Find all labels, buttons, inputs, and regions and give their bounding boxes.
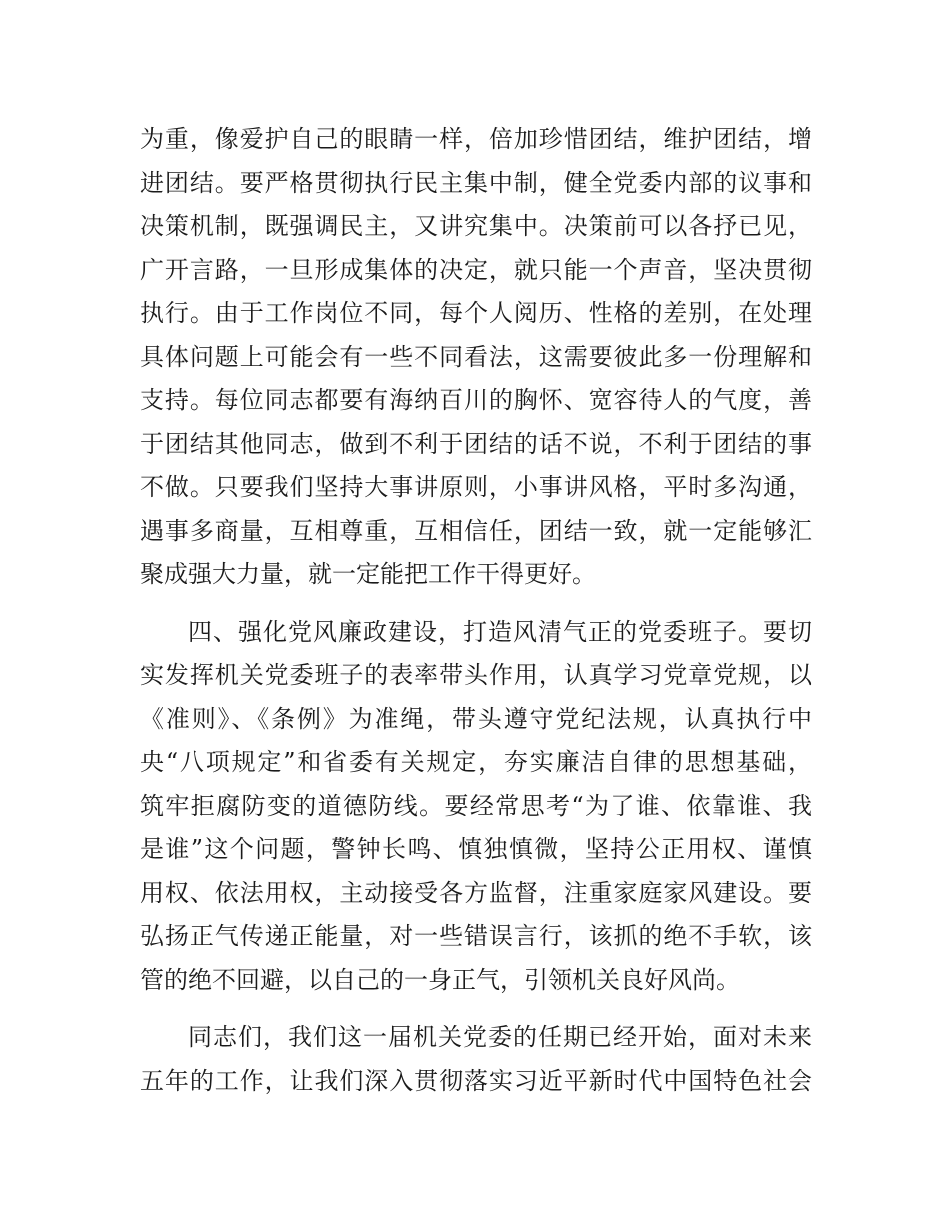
text-line: 遇事多商量，互相尊重，互相信任，团结一致，就一定能够汇	[140, 516, 812, 545]
text-line: 用权、依法用权，主动接受各方监督，注重家庭家风建设。要	[140, 878, 812, 907]
text-line: 同志们，我们这一届机关党委的任期已经开始，面对未来	[188, 1023, 812, 1051]
text-line: 聚成强大力量，就一定能把工作干得更好。	[140, 560, 596, 588]
text-line: 四、强化党风廉政建设，打造风清气正的党委班子。要切	[188, 617, 812, 646]
text-line: 广开言路，一旦形成集体的决定，就只能一个声音，坚决贯彻	[140, 255, 812, 284]
paragraph-closing	[140, 1016, 812, 1103]
text-line: 《准则》、《条例》为准绳，带头遵守党纪法规，认真执行中	[140, 704, 812, 733]
paragraph-gap	[140, 597, 812, 611]
text-line: 管的绝不回避，以自己的一身正气，引领机关良好风尚。	[140, 965, 740, 994]
text-line: 弘扬正气传递正能量，对一些错误言行，该抓的绝不手软，该	[140, 922, 812, 950]
paragraph-integrity	[140, 611, 812, 1003]
text-line: 不做。只要我们坚持大事讲原则，小事讲风格，平时多沟通，	[140, 473, 812, 501]
paragraph-gap	[140, 1002, 812, 1016]
text-line: 支持。每位同志都要有海纳百川的胸怀、宽容待人的气度，善	[140, 386, 812, 414]
text-line: 执行。由于工作岗位不同，每个人阅历、性格的差别，在处理	[140, 299, 812, 327]
text-line: 筑牢拒腐防变的道德防线。要经常思考“为了谁、依靠谁、我	[140, 791, 812, 820]
text-line: 五年的工作，让我们深入贯彻落实习近平新时代中国特色社会	[140, 1066, 812, 1095]
text-line: 具体问题上可能会有一些不同看法，这需要彼此多一份理解和	[140, 342, 812, 371]
text-line: 是谁”这个问题，警钟长鸣、慎独慎微，坚持公正用权、谨慎	[140, 835, 812, 863]
text-line: 央“八项规定”和省委有关规定，夯实廉洁自律的思想基础，	[140, 748, 812, 776]
document-body	[140, 118, 812, 1103]
text-line: 于团结其他同志，做到不利于团结的话不说，不利于团结的事	[140, 429, 812, 458]
text-line: 实发挥机关党委班子的表率带头作用，认真学习党章党规，以	[140, 661, 812, 689]
text-line: 决策机制，既强调民主，又讲究集中。决策前可以各抒已见，	[140, 212, 812, 240]
text-line: 为重，像爱护自己的眼睛一样，倍加珍惜团结，维护团结，增	[140, 125, 812, 153]
text-line: 进团结。要严格贯彻执行民主集中制，健全党委内部的议事和	[140, 168, 812, 197]
paragraph-solidarity	[140, 118, 812, 597]
